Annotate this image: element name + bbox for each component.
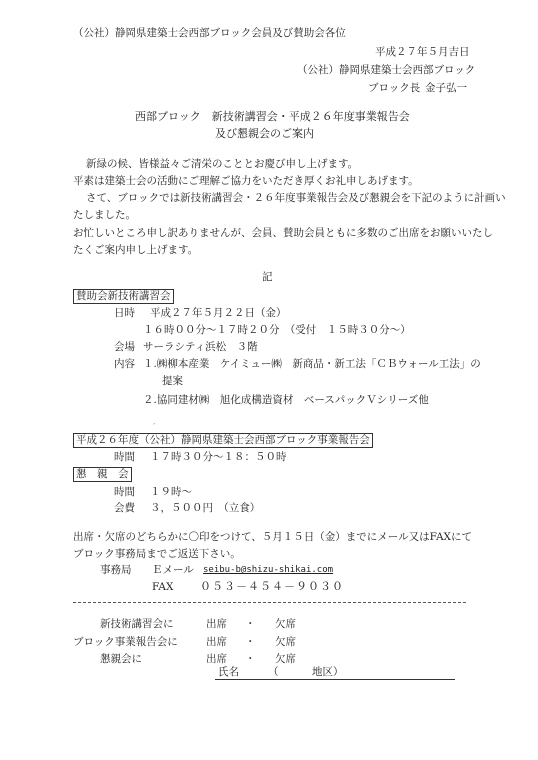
form-row-seminar-label: 新技術講習会に — [100, 618, 174, 630]
form-row-report-attend[interactable]: 出席 — [206, 636, 227, 648]
seminar-item-2: ２.協同建材㈱ 旭化成構造資材 ベースパックＶシリーズ他 — [143, 394, 429, 406]
party-fee-label: 会費 — [114, 502, 135, 514]
plan-paragraph-line1: さて、ブロックでは新技術講習会・２６年度事業報告会及び懇親会を下記のように計画い — [86, 192, 506, 204]
report-time-value: １７時３０分～１８：５０時 — [150, 451, 287, 463]
thanks-paragraph: 平素は建築士会の活動にご理解ご協力をいただき厚くお礼申しあげます。 — [73, 175, 419, 187]
document-title-line2: 及び懇親会のご案内 — [215, 127, 314, 140]
fax-label: FAX — [152, 581, 174, 593]
form-row-report-dot: ・ — [245, 636, 256, 648]
party-fee-value: ３，５００円 （立食） — [150, 502, 261, 514]
request-paragraph-line1: お忙しいところ申し訳ありませんが、会員、賛助会員ともに多数のご出席をお願いいたし — [73, 227, 493, 239]
form-row-report-label: ブロック事業報告会に — [73, 636, 178, 648]
name-signature-line[interactable] — [215, 679, 455, 680]
party-time-value: １９時～ — [150, 486, 192, 498]
issue-date: 平成２７年５月吉日 — [375, 46, 470, 58]
form-row-seminar-absent[interactable]: 欠席 — [275, 618, 296, 630]
request-paragraph-line2: たくご案内申し上げます。 — [73, 244, 199, 256]
seminar-date-value: 平成２７年５月２２日（金） — [150, 307, 287, 319]
scan-mark: ´ — [152, 423, 156, 431]
seminar-time-value: １６時００分～１７時２０分 （受付 １５時３０分～） — [143, 324, 411, 336]
region-label: 地区） — [312, 666, 344, 678]
form-row-party-absent[interactable]: 欠席 — [275, 653, 296, 665]
report-time-label: 時間 — [114, 451, 135, 463]
party-heading: 懇 親 会 — [73, 467, 132, 482]
seminar-item-1-cont: 提案 — [162, 375, 183, 387]
seminar-venue-value: サーラシティ浜松 ３階 — [143, 341, 258, 353]
plan-paragraph-line2: たしました。 — [73, 209, 136, 221]
cutoff-line — [73, 602, 466, 603]
sender-title: ブロック長 — [368, 82, 421, 94]
office-label: 事務局 — [100, 564, 132, 576]
sender-organization: （公社）静岡県建築士会西部ブロック — [297, 64, 476, 76]
form-row-party-label: 懇親会に — [100, 653, 142, 665]
form-row-party-dot: ・ — [245, 653, 256, 665]
seminar-content-label: 内容 — [114, 358, 135, 370]
seminar-venue-label: 会場 — [114, 341, 135, 353]
recipients-line: （公社）静岡県建築士会西部ブロック会員及び賛助会各位 — [73, 27, 346, 39]
email-label: Ｅメール — [152, 564, 194, 576]
party-time-label: 時間 — [114, 486, 135, 498]
seminar-date-label: 日時 — [114, 307, 135, 319]
name-label: 氏名 — [218, 666, 239, 678]
email-link[interactable]: seibu-b@shizu-shikai.com — [203, 565, 334, 575]
reply-instruction-line1: 出席・欠席のどちらかに〇印をつけて、５月１５日（金）までにメール又はFAXにて — [73, 531, 473, 543]
ki-marker: 記 — [262, 271, 273, 283]
form-row-seminar-attend[interactable]: 出席 — [206, 618, 227, 630]
form-row-party-attend[interactable]: 出席 — [206, 653, 227, 665]
form-row-report-absent[interactable]: 欠席 — [275, 636, 296, 648]
reply-instruction-line2: ブロック事務局までご返送下さい。 — [73, 548, 241, 560]
seminar-item-1: １.㈱柳本産業 ケイミュー㈱ 新商品・新工法「ＣＢウォール工法」の — [143, 358, 481, 370]
sender-name: 金子弘一 — [425, 82, 467, 94]
name-paren-open: （ — [268, 666, 279, 678]
document-title-line1: 西部ブロック 新技術講習会・平成２６年度事業報告会 — [135, 110, 410, 123]
seminar-heading: 賛助会新技術講習会 — [73, 289, 174, 304]
fax-number: ０５３－４５４－９０３０ — [200, 580, 344, 593]
report-heading: 平成２６年度（公社）静岡県建築士会西部ブロック事業報告会 — [73, 433, 373, 448]
form-row-seminar-dot: ・ — [245, 618, 256, 630]
greeting-paragraph: 新緑の候、皆様益々ご清栄のこととお慶び申し上げます。 — [86, 158, 359, 170]
